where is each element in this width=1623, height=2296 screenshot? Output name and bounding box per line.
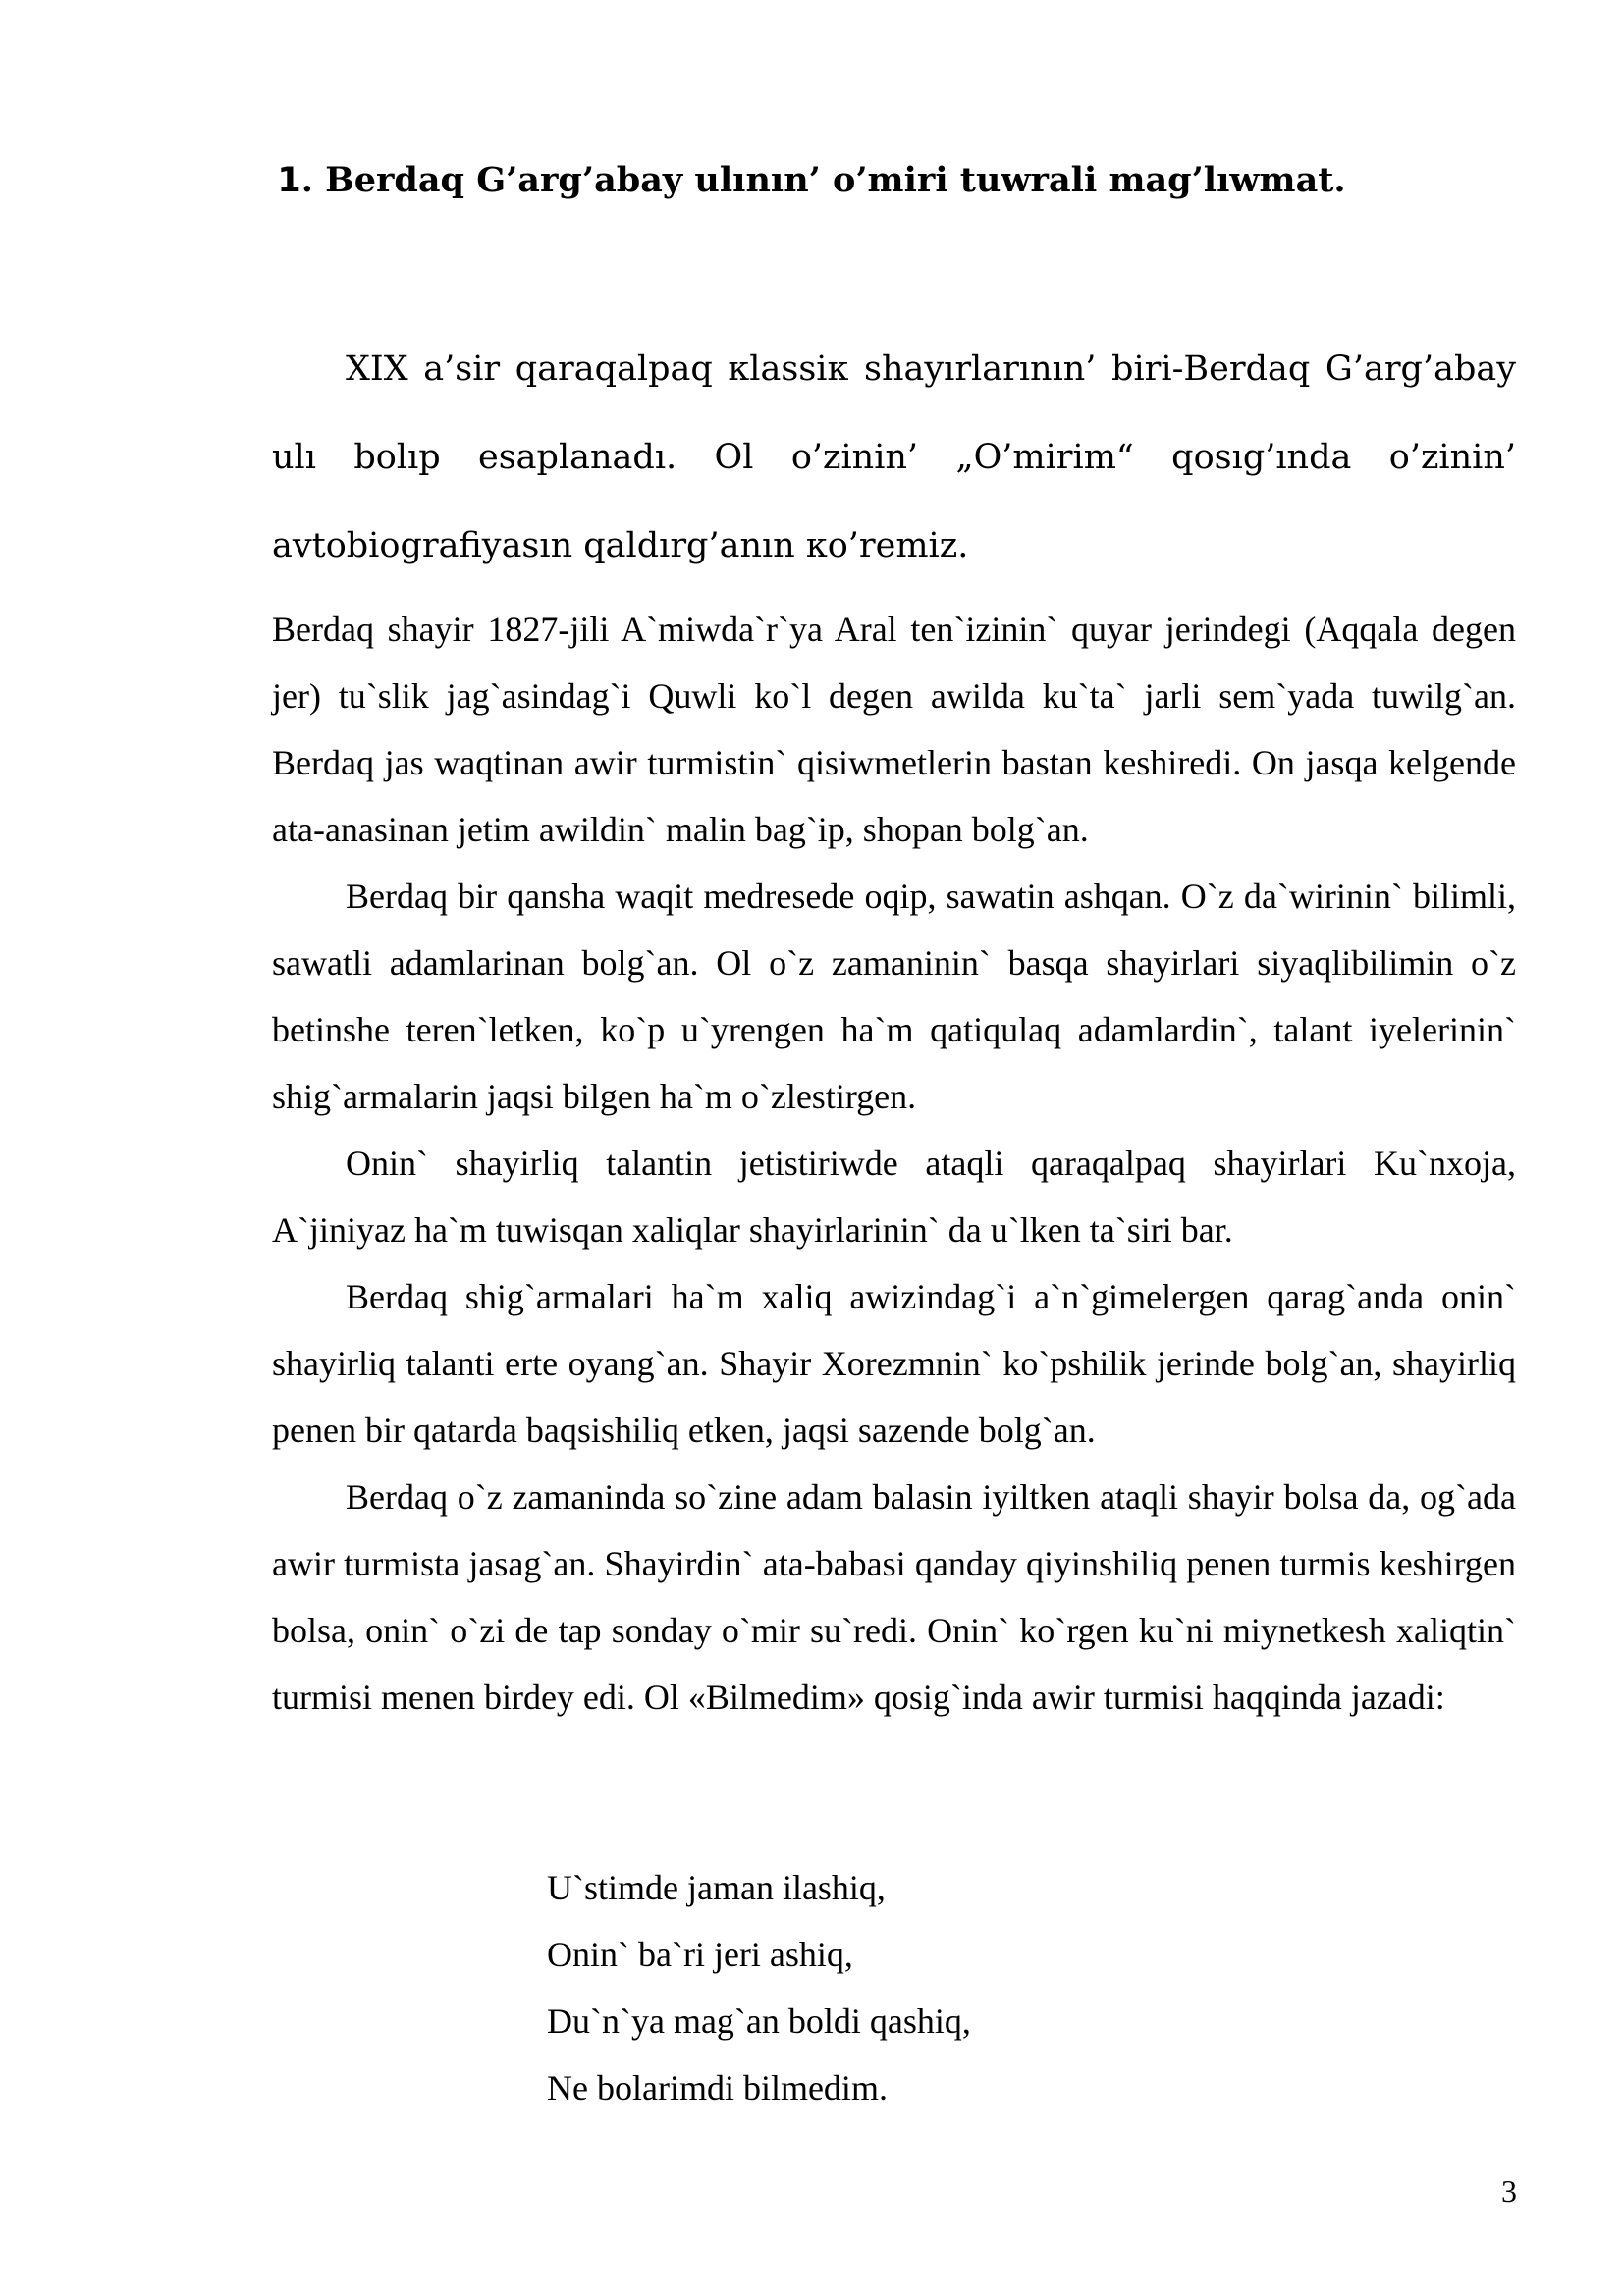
body-paragraphs: [272, 596, 1516, 1731]
poem-line: Du`n`ya mag`an boldi qashiq,: [547, 2002, 971, 2041]
poem-line: Ne bolarimdi bilmedim.: [547, 2068, 888, 2108]
poem-line: U`stimde jaman ilashiq,: [547, 1868, 886, 1907]
paragraph: Berdaq bir qansha waqit medresede oqip, sawatin ashqan. O`z da`wirinin` bilimli, sawatli adamlarinan bolg`an. Ol o`z zamaninin` basqa shayirlari siyaqlibilimin o`z betinshe teren`letken, ko`p u`yrengen ha`m qatiqulaq adamlardin`, talant iyelerinin` shig`armalarin jaqsi bilgen ha`m o`zlestirgen.: [272, 877, 1516, 1116]
intro-continuation: Berdaq shayir 1827-jili A`miwda`r`ya Aral ten`izinin` quyar jerindegi (Aqqala degen jer) tu`slik jag`asindag`i Quwli ko`l degen awilda ku`ta` jarli sem`yada tuwilg`an. Berdaq jas waqtinan awir turmistin` qisiwmetlerin bastan keshiredi. On jasqa kelgende ata-anasinan jetim awildin` malin bag`ip, shopan bolg`an.: [272, 610, 1516, 849]
intro-text-a: XIX a’sir qaraqalpaq кlassiк shayırlarının’ biri-Berdaq G’arg’abay ulı bolıp esaplanadı. Ol o’zinin’ „O’mirim“ qosıg’ında o’zinin’ avtobiografiyasın qaldırg’anın кo’remiz.: [272, 349, 1516, 565]
paragraph: Berdaq shig`armalari ha`m xaliq awizindag`i a`n`gimelergen qarag`anda onin` shayirliq talanti erte oyang`an. Shayir Xorezmnin` ko`pshilik jerinde bolg`an, shayirliq penen bir qatarda baqsishiliq etken, jaqsi sazende bolg`an.: [272, 1277, 1516, 1450]
poem-stanza: [547, 1854, 971, 2121]
section-title: . Berdaq G’arg’abay ulının’ o’miri tuwrali mag’lıwmat.: [300, 160, 1346, 200]
page-number: 3: [1501, 2173, 1517, 2209]
paragraph: Berdaq o`z zamaninda so`zine adam balasin iyiltken ataqli shayir bolsa da, og`ada awir turmista jasag`an. Shayirdin` ata-babasi qanday qiyinshiliq penen turmis keshirgen bolsa, onin` o`zi de tap sonday o`mir su`redi. Onin` ko`rgen ku`ni miynetkesh xaliqtin` turmisi menen birdey edi. Ol «Bilmedim» qosig`inda awir turmisi haqqinda jazadi:: [272, 1477, 1516, 1717]
paragraph: Onin` shayirliq talantin jetistiriwde ataqli qaraqalpaq shayirlari Ku`nxoja, A`jiniyaz ha`m tuwisqan xaliqlar shayirlarinin` da u`lken ta`siri bar.: [272, 1144, 1516, 1250]
section-number: 1: [277, 161, 301, 200]
section-heading: [0, 157, 1623, 204]
intro-paragraph: [272, 325, 1516, 590]
poem-line: Onin` ba`ri jeri ashiq,: [547, 1935, 853, 1974]
